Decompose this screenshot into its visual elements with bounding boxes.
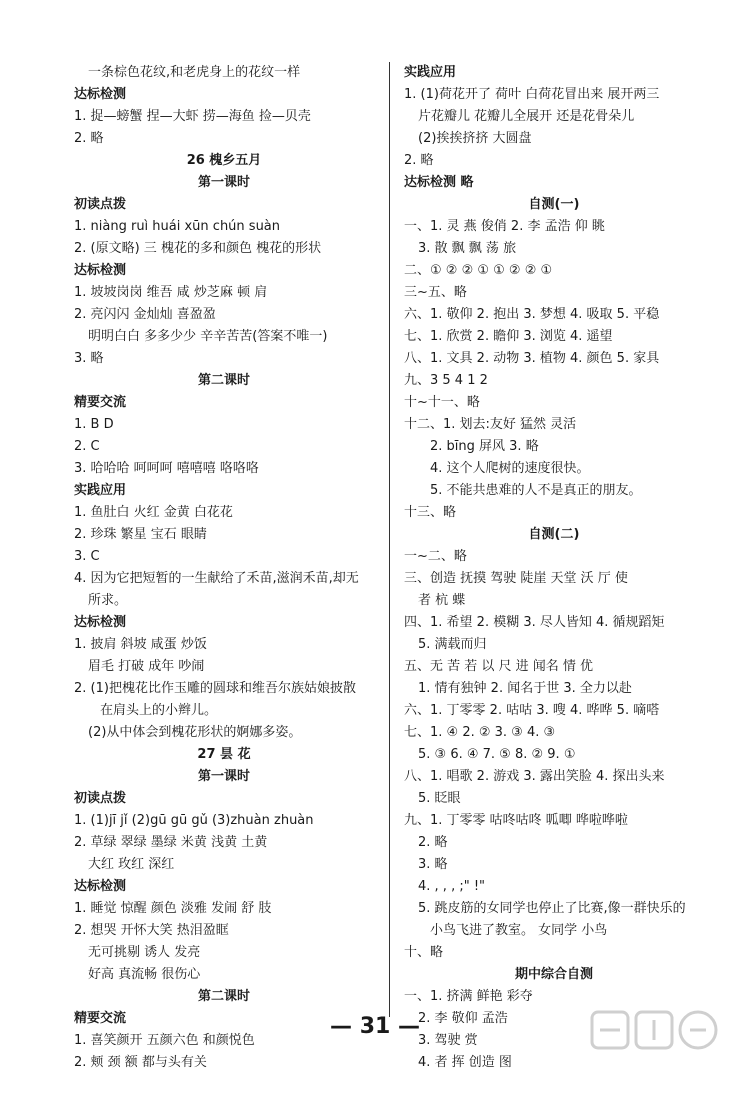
answer-line: 3. 散 飘 飘 荡 旅 — [418, 241, 517, 256]
answer-line: 在肩头上的小辫儿。 — [100, 703, 218, 718]
answer-line: 5. 跳皮筋的女同学也停止了比赛,像一群快乐的 — [418, 901, 686, 916]
lesson-title: 27 昙 花 — [197, 747, 251, 762]
answer-line: 2. (1)把槐花比作玉雕的圆球和维吾尔族姑娘披散 — [74, 681, 356, 696]
answer-line: 十三、略 — [404, 505, 457, 520]
answer-line: 1. (1)jī jǐ (2)gū gū gǔ (3)zhuàn zhuàn — [74, 813, 314, 828]
answer-line: 2. 略 — [418, 835, 448, 850]
answer-line: 片花瓣儿 花瓣儿全展开 还是花骨朵儿 — [418, 109, 635, 124]
answer-line: 2. 李 敬仰 孟浩 — [418, 1011, 508, 1026]
answer-line: 4. 这个人爬树的速度很快。 — [430, 461, 590, 476]
answer-line: 六、1. 敬仰 2. 抱出 3. 梦想 4. 吸取 5. 平稳 — [404, 307, 660, 322]
lesson-title: 第一课时 — [197, 175, 250, 190]
answer-line: 2. 草绿 翠绿 墨绿 米黄 浅黄 土黄 — [74, 835, 268, 850]
answer-line: 小鸟飞进了教室。 女同学 小鸟 — [430, 923, 608, 938]
answer-line: 2. (原文略) 三 槐花的多和颜色 槐花的形状 — [74, 241, 322, 256]
answer-line: 2. C — [74, 439, 100, 454]
answer-line: 5. 眨眼 — [418, 791, 461, 806]
answer-line: 九、1. 丁零零 咕咚咕咚 呱唧 哗啦哗啦 — [404, 813, 628, 828]
answer-line: 5. 不能共患难的人不是真正的朋友。 — [430, 483, 642, 498]
answer-line: 3. C — [74, 549, 100, 564]
section-heading: 达标检测 — [74, 87, 127, 102]
watermark-logo — [582, 1006, 732, 1078]
section-heading: 实践应用 — [74, 483, 127, 498]
answer-line: 一、1. 灵 燕 俊俏 2. 李 孟浩 仰 眺 — [404, 219, 605, 234]
section-heading: 达标检测 — [74, 879, 127, 894]
section-heading: 达标检测 略 — [404, 175, 474, 190]
answer-line: 3. 哈哈哈 呵呵呵 嘻嘻嘻 咯咯咯 — [74, 461, 259, 476]
answer-line: 四、1. 希望 2. 模糊 3. 尽人皆知 4. 循规蹈矩 — [404, 615, 665, 630]
answer-line: 八、1. 文具 2. 动物 3. 植物 4. 颜色 5. 家具 — [404, 351, 660, 366]
lesson-title: 第二课时 — [197, 989, 250, 1004]
answer-line: 五、无 苦 若 以 尺 进 闻名 情 优 — [404, 659, 594, 674]
answer-line: 2. 亮闪闪 金灿灿 喜盈盈 — [74, 307, 216, 322]
answer-line: 七、1. 欣赏 2. 瞻仰 3. 浏览 4. 遥望 — [404, 329, 613, 344]
section-heading: 初读点拨 — [74, 197, 127, 212]
watermark-icon — [582, 1006, 732, 1078]
lesson-title: 第一课时 — [197, 769, 250, 784]
answer-line: 八、1. 唱歌 2. 游戏 3. 露出笑脸 4. 探出头来 — [404, 769, 665, 784]
answer-line: 者 杭 蝶 — [418, 593, 466, 608]
answer-line: 明明白白 多多少少 辛辛苦苦(答案不唯一) — [88, 329, 328, 344]
answer-line: 大红 玫红 深红 — [88, 857, 175, 872]
answer-line: 三~五、略 — [404, 285, 467, 300]
section-heading: 初读点拨 — [74, 791, 127, 806]
answer-line: 1. 鱼肚白 火红 金黄 白花花 — [74, 505, 233, 520]
answer-line: 十~十一、略 — [404, 395, 480, 410]
answer-line: 4. , , , ;" !" — [418, 879, 486, 894]
lesson-title: 期中综合自测 — [514, 967, 593, 982]
answer-line: 4. 因为它把短暂的一生献给了禾苗,滋润禾苗,却无 — [74, 571, 359, 586]
right-column — [404, 62, 704, 1074]
answer-line: 1. (1)荷花开了 荷叶 白荷花冒出来 展开两三 — [404, 87, 660, 102]
answer-line: 九、3 5 4 1 2 — [404, 373, 488, 388]
answer-line: 2. 珍珠 繁星 宝石 眼睛 — [74, 527, 207, 542]
section-heading: 精要交流 — [74, 395, 127, 410]
section-heading: 达标检测 — [74, 263, 127, 278]
lesson-title: 自测(一) — [528, 197, 580, 212]
answer-line: 二、① ② ② ① ① ② ② ① — [404, 263, 553, 278]
lesson-title: 26 槐乡五月 — [186, 153, 262, 168]
answer-line: 1. 睡觉 惊醒 颜色 淡雅 发闹 舒 肢 — [74, 901, 272, 916]
answer-line: 七、1. ④ 2. ② 3. ③ 4. ③ — [404, 725, 556, 740]
answer-line: 十、略 — [404, 945, 444, 960]
lesson-title: 第二课时 — [197, 373, 250, 388]
answer-line: 一条棕色花纹,和老虎身上的花纹一样 — [88, 65, 301, 80]
answer-line: 好高 真流畅 很伤心 — [88, 967, 201, 982]
answer-line: 1. 坡坡岗岗 维吾 咸 炒芝麻 顿 肩 — [74, 285, 268, 300]
answer-line: 一~二、略 — [404, 549, 467, 564]
answer-line: 5. 满载而归 — [418, 637, 487, 652]
answer-line: 4. 者 挥 创造 图 — [418, 1055, 512, 1070]
answer-line: 3. 略 — [74, 351, 104, 366]
answer-line: 眉毛 打破 成年 吵闹 — [88, 659, 205, 674]
answer-line: 1. 情有独钟 2. 闻名于世 3. 全力以赴 — [418, 681, 632, 696]
answer-line: 六、1. 丁零零 2. 咕咕 3. 嗖 4. 哗哗 5. 嘀嗒 — [404, 703, 660, 718]
column-divider — [389, 62, 390, 1017]
answer-line: 十二、1. 划去:友好 猛然 灵活 — [404, 417, 577, 432]
answer-line: 3. 略 — [418, 857, 448, 872]
section-heading: 达标检测 — [74, 615, 127, 630]
answer-line: 1. 披肩 斜坡 咸蛋 炒饭 — [74, 637, 207, 652]
answer-line: 2. 略 — [404, 153, 434, 168]
section-heading: 精要交流 — [74, 1011, 127, 1026]
answer-line: (2)从中体会到槐花形状的婀娜多姿。 — [88, 725, 302, 740]
answer-line: 无可挑剔 诱人 发亮 — [88, 945, 201, 960]
answer-line: 2. 略 — [74, 131, 104, 146]
answer-line: 1. 捉—螃蟹 捏—大虾 捞—海鱼 捡—贝壳 — [74, 109, 311, 124]
answer-line: 1. 喜笑颜开 五颜六色 和颜悦色 — [74, 1033, 255, 1048]
answer-line: 3. 驾驶 赏 — [418, 1033, 478, 1048]
page-number: — 31 — — [330, 1014, 420, 1039]
answer-line: 2. 想哭 开怀大笑 热泪盈眶 — [74, 923, 229, 938]
section-heading: 实践应用 — [404, 65, 457, 80]
answer-line: 2. 颊 颈 额 都与头有关 — [74, 1055, 207, 1070]
left-column — [74, 62, 374, 1074]
answer-line: 5. ③ 6. ④ 7. ⑤ 8. ② 9. ① — [418, 747, 576, 762]
answer-line: 1. niàng ruì huái xūn chún suàn — [74, 219, 281, 234]
answer-line: 一、1. 挤满 鲜艳 彩夺 — [404, 989, 533, 1004]
answer-line: 三、创造 抚摸 驾驶 陡崖 天堂 沃 厅 使 — [404, 571, 628, 586]
lesson-title: 自测(二) — [528, 527, 580, 542]
answer-line: 2. bīng 屏风 3. 略 — [430, 439, 539, 454]
answer-line: (2)挨挨挤挤 大圆盘 — [418, 131, 532, 146]
answer-line: 所求。 — [88, 593, 128, 608]
answer-line: 1. B D — [74, 417, 114, 432]
